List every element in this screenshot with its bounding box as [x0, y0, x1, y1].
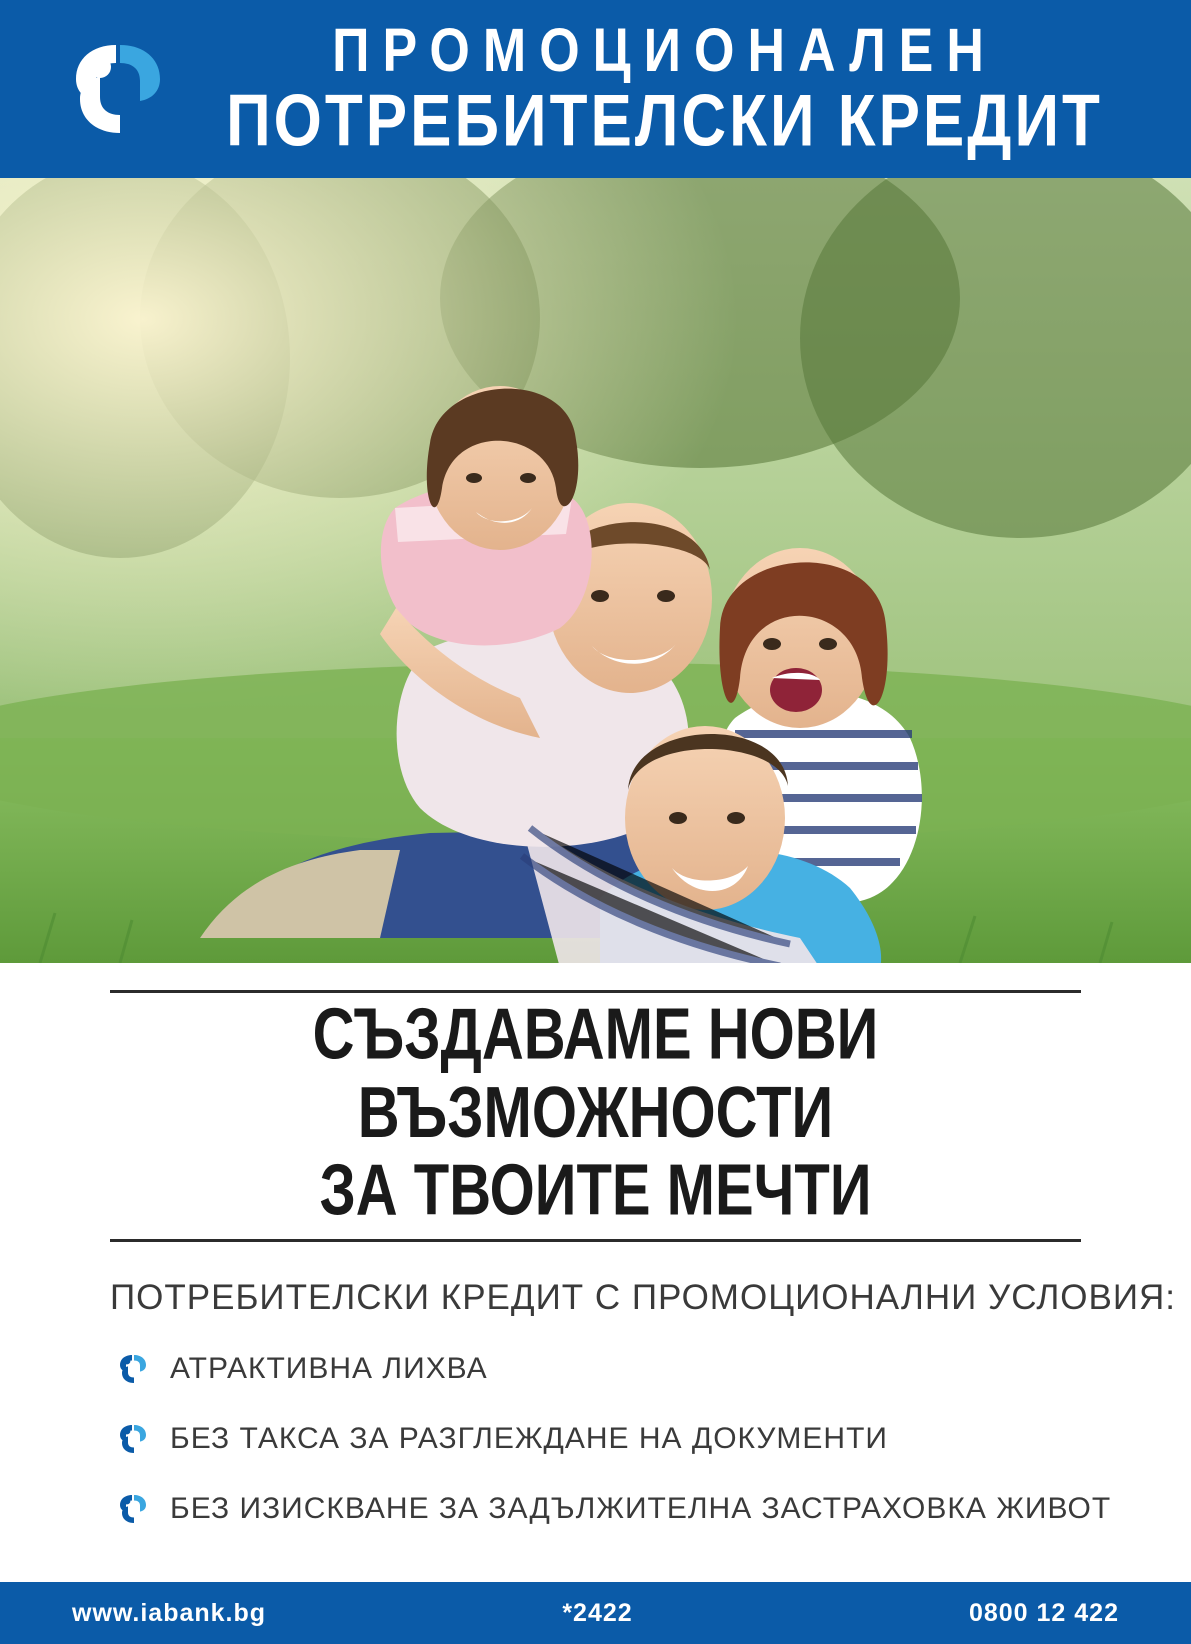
poster-body	[0, 963, 1191, 1582]
list-item	[118, 1422, 1081, 1456]
headline-line-1: СЪЗДАВАМЕ НОВИ ВЪЗМОЖНОСТИ	[312, 993, 879, 1153]
ibank-bullet-icon	[118, 1424, 148, 1454]
list-item-label: БЕЗ ТАКСА ЗА РАЗГЛЕЖДАНЕ НА ДОКУМЕНТИ	[170, 1421, 888, 1455]
page-title	[110, 981, 1081, 1243]
headline-line-2: ЗА ТВОИТЕ МЕЧТИ	[319, 1149, 872, 1232]
list-item-label: БЕЗ ИЗИСКВАНЕ ЗА ЗАДЪЛЖИТЕЛНА ЗАСТРАХОВКА ЖИВОТ	[170, 1491, 1112, 1525]
list-item	[118, 1352, 1081, 1386]
poster-header	[0, 0, 1191, 178]
header-title-line1: ПРОМОЦИОНАЛЕН	[332, 16, 997, 85]
header-title-block	[188, 16, 1171, 163]
ibank-logo	[70, 41, 166, 137]
benefits-list	[110, 1351, 1112, 1526]
ibank-bullet-icon	[118, 1494, 148, 1524]
list-item	[118, 1491, 1112, 1526]
footer-short-number[interactable]: *2422	[562, 1598, 633, 1627]
footer-website[interactable]: www.iabank.bg	[72, 1598, 267, 1627]
footer-phone[interactable]: 0800 12 422	[968, 1598, 1119, 1627]
list-item-label: АТРАКТИВНА ЛИХВА	[170, 1351, 488, 1385]
header-title-line2: ПОТРЕБИТЕЛСКИ КРЕДИТ	[226, 80, 1103, 163]
hero-image	[0, 178, 1191, 963]
poster-footer	[0, 1582, 1191, 1644]
subheadline: ПОТРЕБИТЕЛСКИ КРЕДИТ С ПРОМОЦИОНАЛНИ УСЛОВИЯ:	[110, 1277, 1177, 1317]
ibank-bullet-icon	[118, 1354, 148, 1384]
